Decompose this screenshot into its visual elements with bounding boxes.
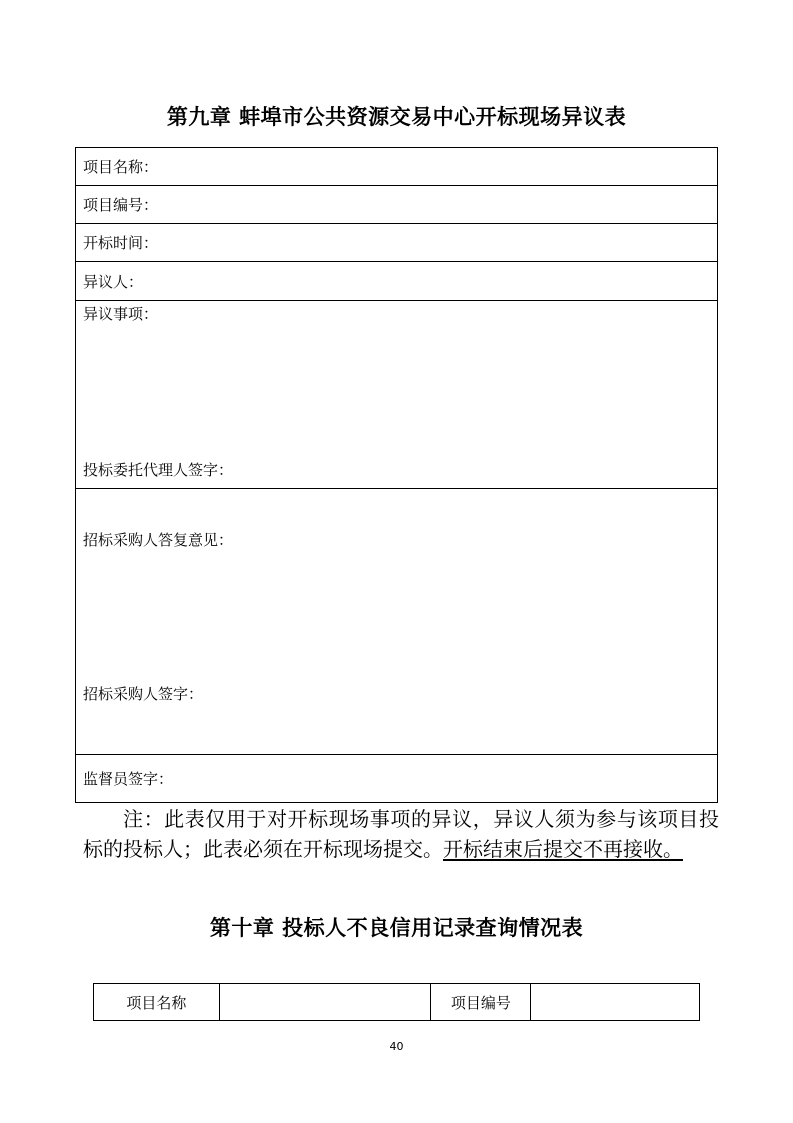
- form-note: [83, 804, 719, 864]
- form-row: [76, 186, 718, 224]
- project-number-field[interactable]: 项目编号：: [76, 186, 718, 224]
- form-row: [76, 755, 718, 803]
- note-underlined-text: 开标结束后提交不再接收。: [443, 837, 683, 861]
- page-number: 40: [389, 1040, 404, 1053]
- objection-matters-label: 异议事项：: [83, 305, 159, 323]
- project-name-value[interactable]: [219, 984, 431, 1021]
- note-text: 注：此表仅用于对开标现场事项的异议，异议人须为参与该项目投标的投标人；此表必须在开标现场提交。: [83, 807, 719, 861]
- form-row: [76, 489, 718, 755]
- credit-record-table: [93, 983, 700, 1021]
- bid-opening-time-field[interactable]: 开标时间：: [76, 224, 718, 262]
- objection-form: [75, 147, 718, 803]
- chapter10-title: 第十章 投标人不良信用记录查询情况表: [209, 916, 584, 940]
- project-number-value[interactable]: [531, 984, 700, 1021]
- objector-field[interactable]: 异议人：: [76, 262, 718, 301]
- form-row: [76, 224, 718, 262]
- supervisor-signature-field[interactable]: 监督员签字：: [76, 755, 718, 803]
- purchaser-reply-field[interactable]: [76, 489, 718, 755]
- project-name-label: 项目名称: [94, 984, 220, 1021]
- table-row: [94, 984, 700, 1021]
- purchaser-reply-label: 招标采购人答复意见：: [83, 531, 234, 549]
- purchaser-signature-label: 招标采购人签字：: [83, 685, 204, 703]
- chapter9-title: 第九章 蚌埠市公共资源交易中心开标现场异议表: [166, 105, 627, 129]
- project-name-field[interactable]: 项目名称：: [76, 148, 718, 186]
- objection-matters-field[interactable]: [76, 301, 718, 489]
- project-number-label: 项目编号: [431, 984, 531, 1021]
- bidder-agent-signature-label: 投标委托代理人签字：: [83, 461, 234, 479]
- form-row: [76, 148, 718, 186]
- form-row: [76, 301, 718, 489]
- form-row: [76, 262, 718, 301]
